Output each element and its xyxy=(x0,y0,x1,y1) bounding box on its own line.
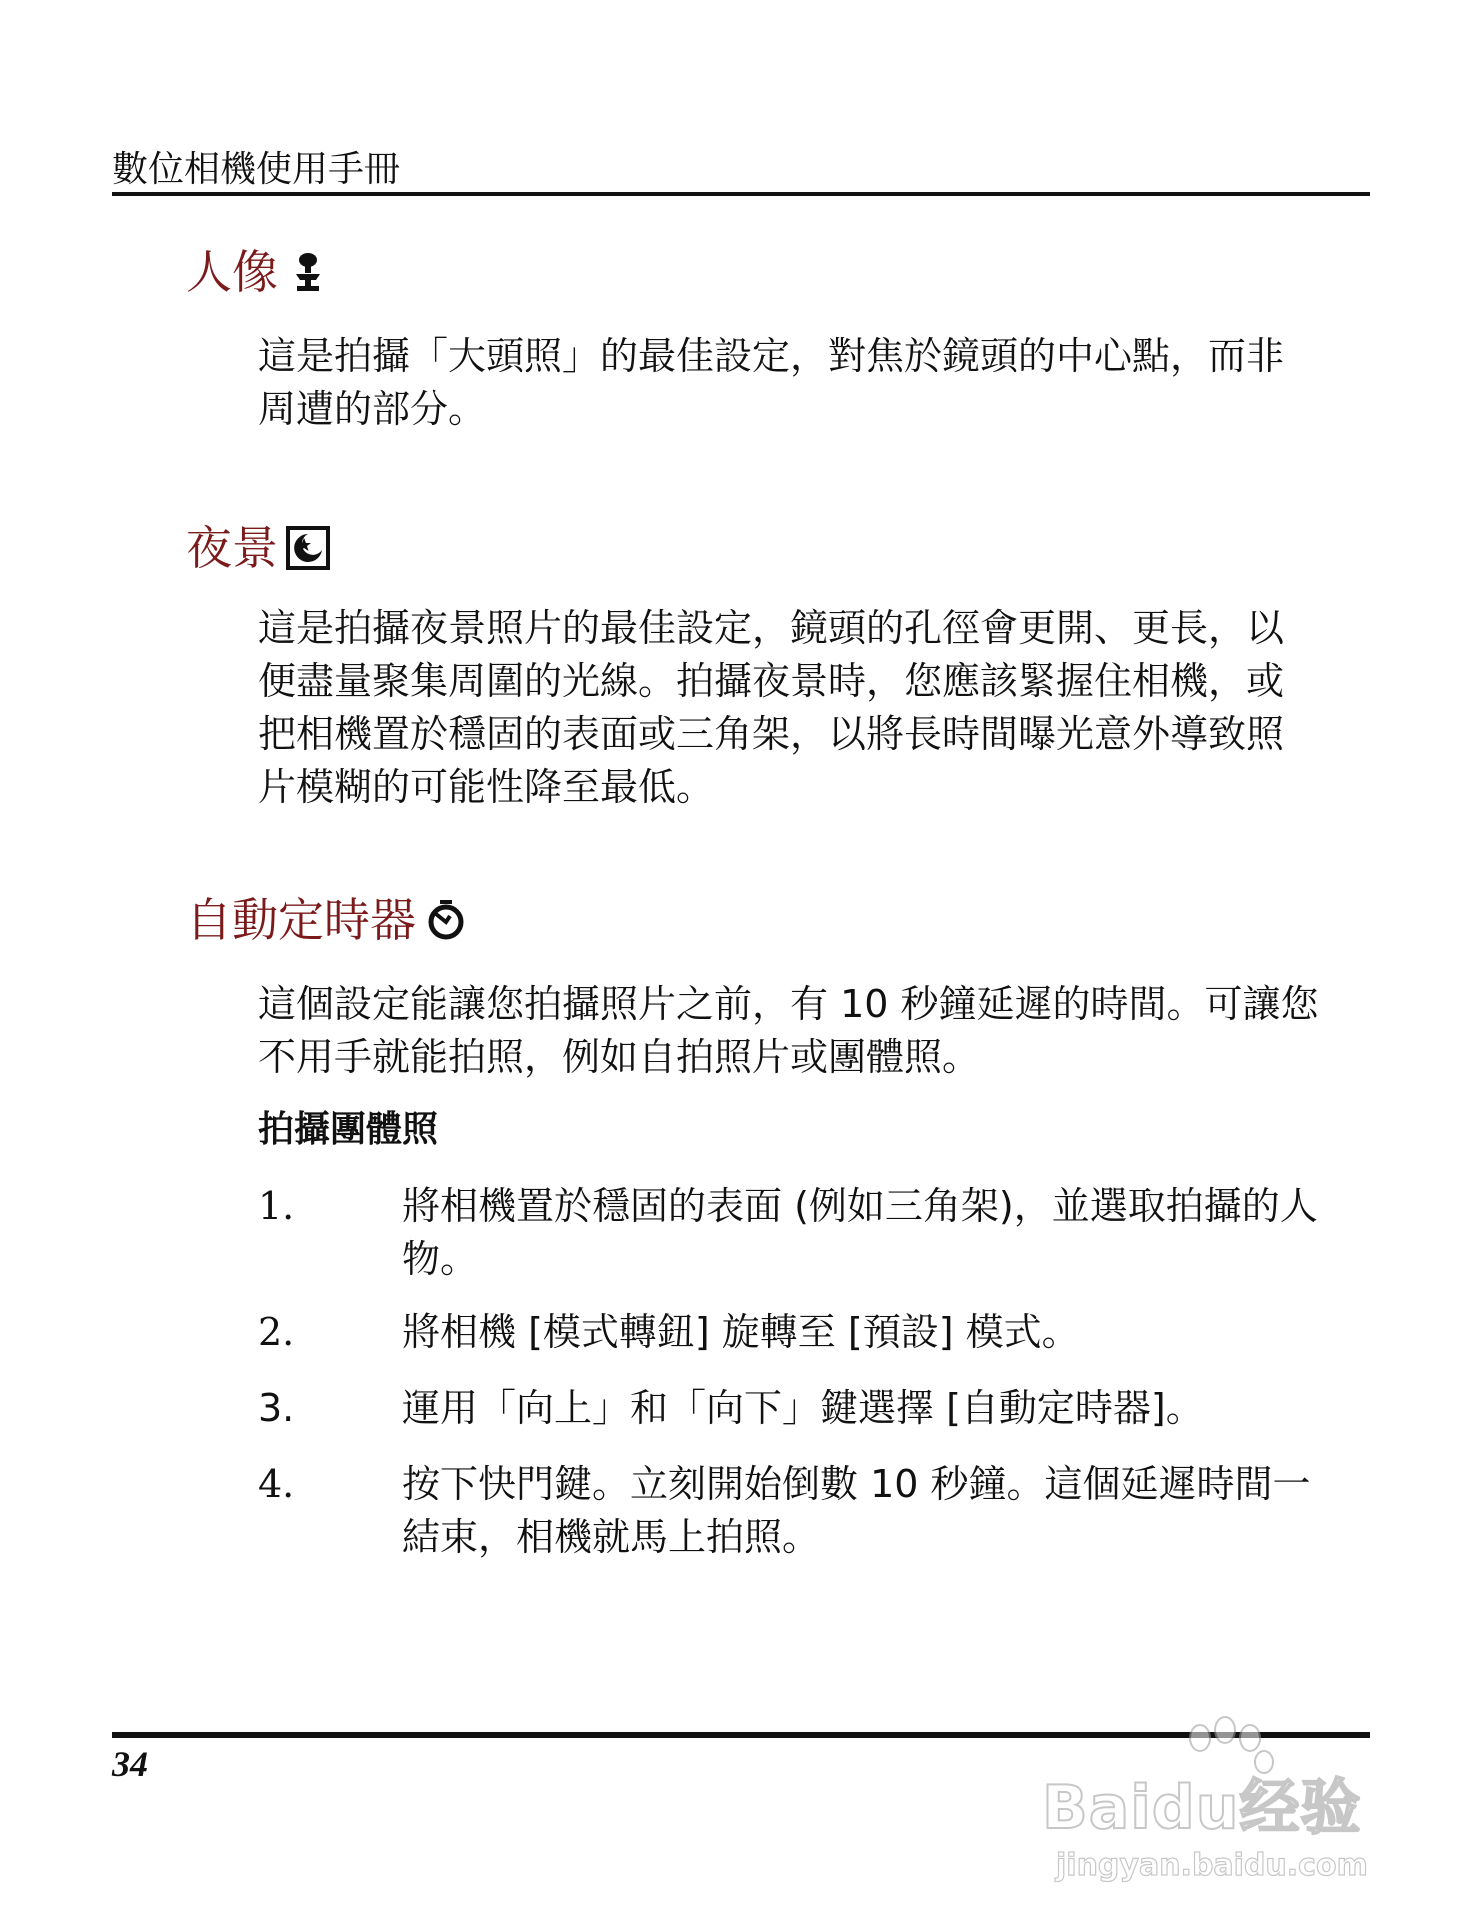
section-heading-portrait xyxy=(186,244,330,300)
text-line: 運用「向上」和「向下」鍵選擇 [自動定時器]。 xyxy=(402,1386,1204,1430)
portrait-icon xyxy=(286,250,330,294)
page-number: 34 xyxy=(112,1744,148,1784)
text-line: 把相機置於穩固的表面或三角架，以將長時間曝光意外導致照 xyxy=(258,712,1285,756)
text-line: 按下快門鍵。立刻開始倒數 10 秒鐘。這個延遲時間一 xyxy=(402,1462,1311,1506)
section-title: 夜景 xyxy=(186,521,278,575)
text-line: 不用手就能拍照，例如自拍照片或團體照。 xyxy=(258,1035,981,1079)
text-line: 這是拍攝夜景照片的最佳設定，鏡頭的孔徑會更開、更長，以 xyxy=(258,606,1285,650)
watermark-url: jingyan.baidu.com xyxy=(1056,1848,1368,1883)
self-timer-icon xyxy=(424,898,468,942)
section-body-portrait xyxy=(258,330,1358,436)
text-line: 將相機置於穩固的表面 (例如三角架)，並選取拍攝的人 xyxy=(402,1184,1318,1228)
night-scene-icon xyxy=(286,526,330,570)
manual-title: 數位相機使用手冊 xyxy=(112,149,401,190)
section-heading-self-timer xyxy=(186,892,468,948)
step-number: 3. xyxy=(258,1386,295,1430)
section-heading-night xyxy=(186,520,330,576)
watermark-main-text: Baidu经验 xyxy=(1042,1773,1362,1843)
section-title: 人像 xyxy=(186,245,278,299)
group-photo-subheading: 拍攝團體照 xyxy=(258,1109,439,1150)
step-text xyxy=(402,1306,1368,1359)
section-body-night xyxy=(258,602,1358,814)
section-title: 自動定時器 xyxy=(186,893,416,947)
text-line: 結束，相機就馬上拍照。 xyxy=(402,1515,821,1559)
step-text xyxy=(402,1382,1368,1435)
text-line: 這是拍攝「大頭照」的最佳設定，對焦於鏡頭的中心點，而非 xyxy=(258,334,1285,378)
text-line: 周遭的部分。 xyxy=(258,387,487,431)
section-body-self-timer xyxy=(258,978,1358,1084)
step-text xyxy=(402,1458,1368,1564)
text-line: 將相機 [模式轉鈕] 旋轉至 [預設] 模式。 xyxy=(402,1310,1080,1354)
text-line: 這個設定能讓您拍攝照片之前，有 10 秒鐘延遲的時間。可讓您 xyxy=(258,982,1319,1026)
text-line: 物。 xyxy=(402,1237,479,1281)
step-number: 4. xyxy=(258,1462,295,1506)
baidu-watermark xyxy=(1020,1716,1440,1916)
step-number: 1. xyxy=(258,1184,295,1228)
step-number: 2. xyxy=(258,1310,295,1354)
text-line: 片模糊的可能性降至最低。 xyxy=(258,765,715,809)
text-line: 便盡量聚集周圍的光線。拍攝夜景時，您應該緊握住相機，或 xyxy=(258,659,1285,703)
header-rule xyxy=(112,192,1370,196)
step-text xyxy=(402,1180,1368,1286)
